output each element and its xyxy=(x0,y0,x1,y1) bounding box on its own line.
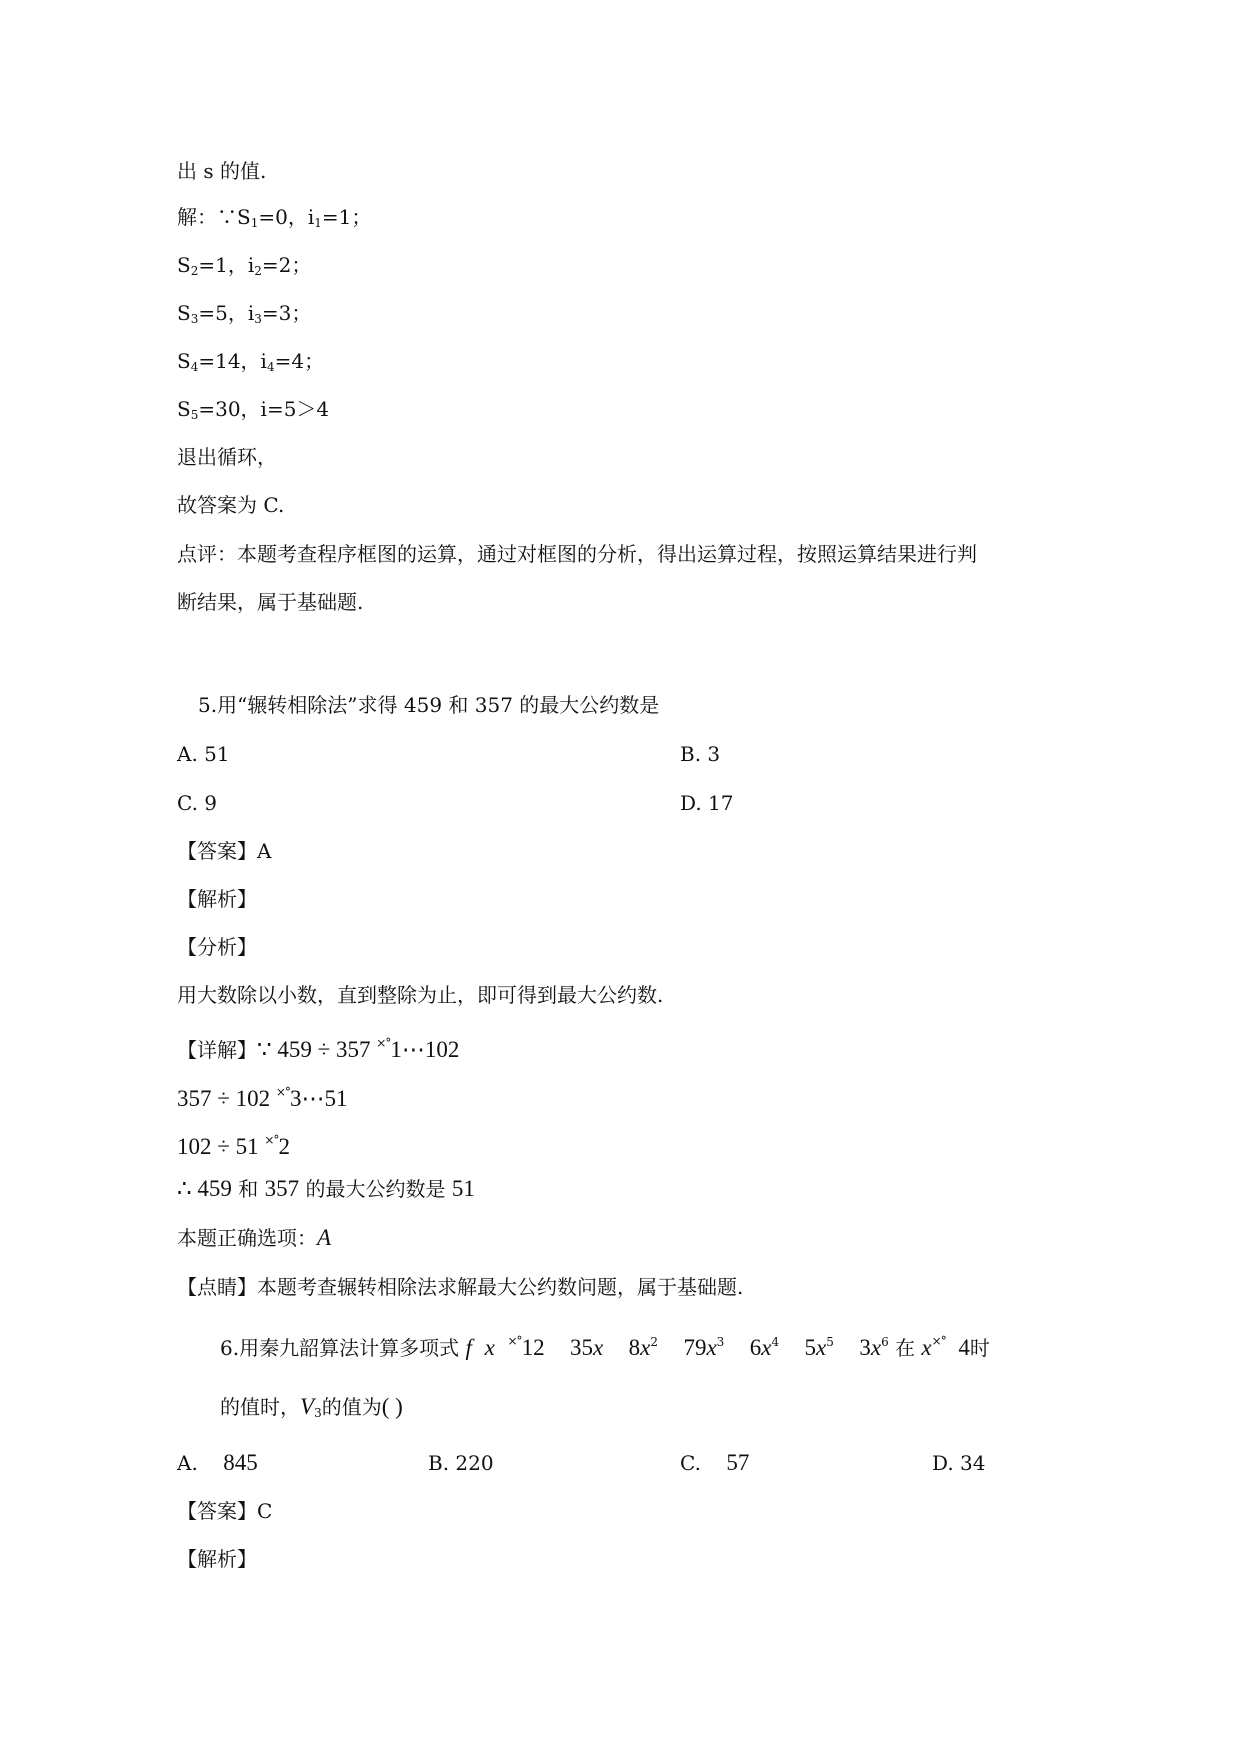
comment-line-2: 断结果，属于基础题. xyxy=(177,590,364,614)
comment-line-1: 点评：本题考查程序框图的运算，通过对框图的分析，得出运算过程，按照运算结果进行判 xyxy=(177,542,977,566)
garbled-glyph: ×° xyxy=(376,1036,391,1050)
solution-line-6: $S_5=30$，i=5＞4 xyxy=(177,397,330,422)
q5-fenxi-text: 用大数除以小数，直到整除为止，即可得到最大公约数. xyxy=(177,983,664,1007)
q5-detail-line-1: 【详解】∵ 459 ÷ 357 ×°1⋯102 xyxy=(177,1036,460,1062)
garbled-glyph: ×° xyxy=(507,1334,522,1348)
q5-stem: 5.用“辗转相除法”求得 459 和 357 的最大公约数是 xyxy=(198,693,660,717)
q6-stem-line-2: 的值时，$V_3$的值为( ) xyxy=(220,1394,403,1420)
q5-option-b: B. 3 xyxy=(680,742,721,766)
solution-line-2: 解：$\because S_1=0$，$i_1=1$； xyxy=(177,205,372,230)
q6-option-c: C. 57 xyxy=(680,1450,750,1475)
solution-line-7: 退出循环， xyxy=(177,445,277,469)
q6-stem-line-1: 6.用秦九韶算法计算多项式 f x ×°12 35x $8x^2$ $79x^3$ $6x^4$ $5x^5$ $3x^6$ 在 x×° 4时 xyxy=(220,1334,990,1360)
garbled-glyph: ×° xyxy=(264,1133,279,1147)
q6-option-a: A. 845 xyxy=(177,1450,258,1475)
solution-line-1: 出 s 的值. xyxy=(177,159,267,183)
q5-correct-option: 本题正确选项：A xyxy=(177,1225,332,1250)
q6-option-d: D. 34 xyxy=(932,1451,986,1475)
garbled-glyph: ×° xyxy=(275,1085,290,1099)
q5-option-d: D. 17 xyxy=(680,791,734,815)
solution-line-8: 故答案为 C. xyxy=(177,493,285,517)
solution-line-4: $S_3=5$，$i_3=3$； xyxy=(177,301,312,326)
q5-option-c: C. 9 xyxy=(177,791,218,815)
q6-option-b: B. 220 xyxy=(428,1451,494,1475)
q5-fenxi-heading: 【分析】 xyxy=(177,935,257,959)
q5-answer: 【答案】A xyxy=(177,839,272,863)
q5-option-a: A. 51 xyxy=(177,742,230,766)
q5-detail-line-4: ∴ 459 和 357 的最大公约数是 51 xyxy=(177,1176,475,1201)
q5-detail-line-2: 357 ÷ 102 ×°3⋯51 xyxy=(177,1085,348,1111)
garbled-glyph: ×° xyxy=(931,1334,946,1348)
q6-analysis-heading: 【解析】 xyxy=(177,1547,257,1571)
q5-detail-line-3: 102 ÷ 51 ×°2 xyxy=(177,1133,290,1159)
solution-line-5: $S_4=14$，$i_4=4$； xyxy=(177,349,325,374)
solution-line-3: $S_2=1$，$i_2=2$； xyxy=(177,253,312,278)
q5-analysis-heading: 【解析】 xyxy=(177,887,257,911)
q5-comment: 【点睛】本题考查辗转相除法求解最大公约数问题，属于基础题. xyxy=(177,1275,744,1299)
q6-answer: 【答案】C xyxy=(177,1499,273,1523)
